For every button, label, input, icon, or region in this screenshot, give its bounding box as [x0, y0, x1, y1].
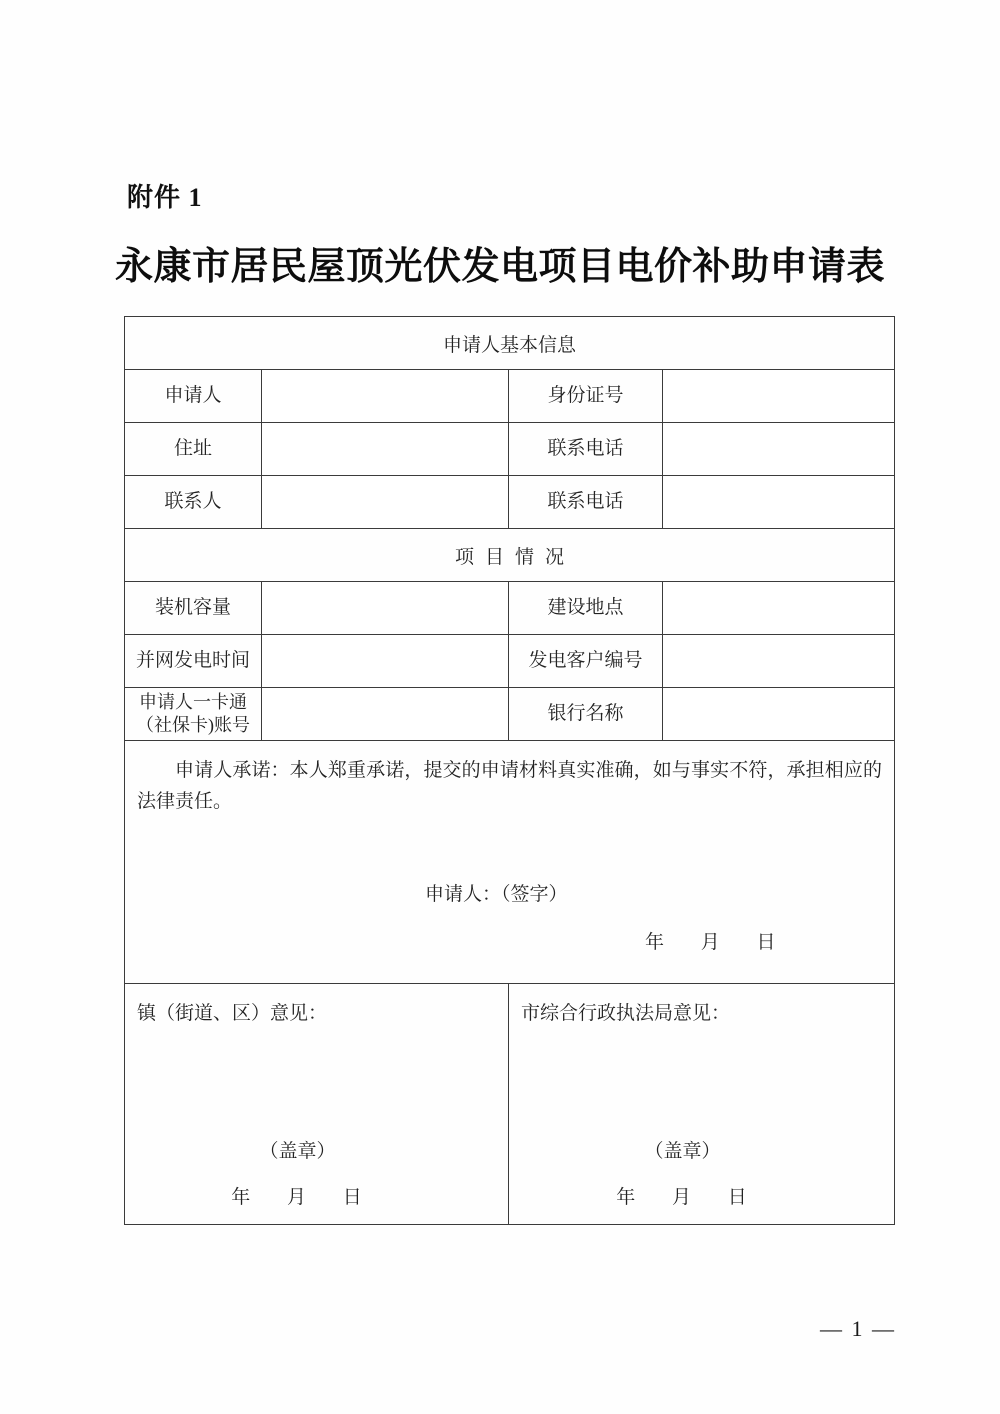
commitment-cell — [125, 741, 895, 984]
page-title: 永康市居民屋顶光伏发电项目电价补助申请表 — [114, 246, 885, 288]
field-contact-phone-2[interactable] — [663, 476, 895, 529]
field-contact-person[interactable] — [262, 476, 509, 529]
field-contact-phone-1[interactable] — [663, 423, 895, 476]
label-grid-connection-time: 并网发电时间 — [125, 635, 262, 688]
commitment-text: 申请人承诺：本人郑重承诺，提交的申请材料真实准确，如与事实不符，承担相应的法律责任。 — [137, 760, 883, 813]
opinion-cell-town — [125, 984, 509, 1225]
field-applicant-name[interactable] — [262, 370, 509, 423]
label-applicant-name: 申请人 — [125, 370, 262, 423]
field-address[interactable] — [262, 423, 509, 476]
field-construction-site[interactable] — [663, 582, 895, 635]
label-bank-name: 银行名称 — [509, 688, 663, 741]
applicant-date-label[interactable]: 年 月 日 — [645, 932, 792, 953]
label-card-account-line2: （社保卡)账号 — [136, 715, 250, 735]
attachment-label: 附件 1 — [127, 183, 203, 212]
opinion-title-town: 镇（街道、区）意见： — [137, 1003, 328, 1024]
label-address: 住址 — [125, 423, 262, 476]
field-bank-name[interactable] — [663, 688, 895, 741]
field-installed-capacity[interactable] — [262, 582, 509, 635]
field-card-account[interactable] — [262, 688, 509, 741]
opinion-seal-town[interactable]: （盖章） — [259, 1141, 336, 1162]
field-customer-number[interactable] — [663, 635, 895, 688]
section-heading-project-info: 项目情况 — [125, 529, 895, 582]
label-installed-capacity: 装机容量 — [125, 582, 262, 635]
label-id-number: 身份证号 — [509, 370, 663, 423]
field-id-number[interactable] — [663, 370, 895, 423]
opinion-date-bureau[interactable]: 年 月 日 — [616, 1187, 763, 1208]
table-row — [125, 582, 895, 635]
table-row — [125, 370, 895, 423]
page-number-footer: — 1 — — [820, 1316, 896, 1341]
label-customer-number: 发电客户编号 — [509, 635, 663, 688]
field-grid-connection-time[interactable] — [262, 635, 509, 688]
table-row — [125, 529, 895, 582]
application-form-table — [124, 316, 895, 1225]
label-contact-person: 联系人 — [125, 476, 262, 529]
table-row — [125, 423, 895, 476]
opinion-seal-bureau[interactable]: （盖章） — [644, 1141, 721, 1162]
table-row — [125, 688, 895, 741]
label-contact-phone-2: 联系电话 — [509, 476, 663, 529]
table-row — [125, 635, 895, 688]
label-card-account-line1: 申请人一卡通 — [139, 691, 247, 712]
label-contact-phone-1: 联系电话 — [509, 423, 663, 476]
section-heading-applicant-info: 申请人基本信息 — [125, 317, 895, 370]
label-card-account — [125, 688, 262, 741]
opinion-cell-bureau — [509, 984, 895, 1225]
table-row — [125, 984, 895, 1225]
table-row — [125, 741, 895, 984]
opinion-title-bureau: 市综合行政执法局意见： — [521, 1003, 731, 1024]
label-construction-site: 建设地点 — [509, 582, 663, 635]
table-row — [125, 317, 895, 370]
opinion-date-town[interactable]: 年 月 日 — [231, 1187, 378, 1208]
applicant-signature-label[interactable]: 申请人：（签字） — [425, 884, 568, 905]
table-row — [125, 476, 895, 529]
